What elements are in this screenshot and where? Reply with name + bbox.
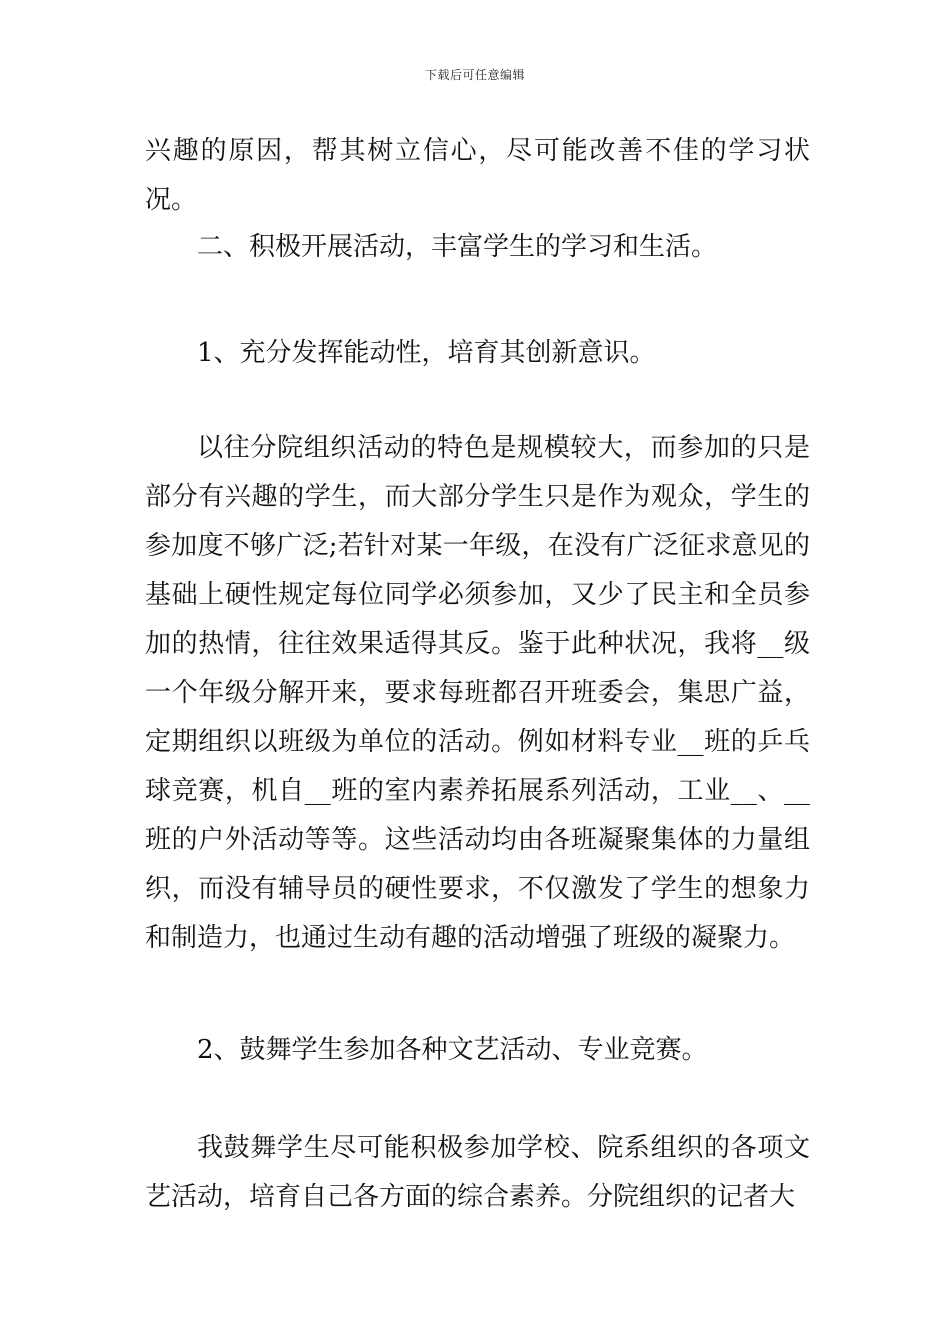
subheading-2: 2、鼓舞学生参加各种文艺活动、专业竞赛。 [197, 1035, 708, 1065]
paragraph-encourage: 我鼓舞学生尽可能积极参加学校、院系组织的各项文艺活动，培育自己各方面的综合素养。分院组织的记者大 [145, 1133, 810, 1212]
section-heading-2: 二、积极开展活动，丰富学生的学习和生活。 [197, 232, 718, 262]
download-note: 下载后可任意编辑 [424, 68, 525, 82]
subheading-1: 1、充分发挥能动性，培育其创新意识。 [197, 338, 656, 368]
paragraph-continuation: 兴趣的原因，帮其树立信心，尽可能改善不佳的学习状况。 [145, 136, 810, 215]
paragraph-activities: 以往分院组织活动的特色是规模较大，而参加的只是部分有兴趣的学生，而大部分学生只是作为观众，学生的参加度不够广泛;若针对某一年级，在没有广泛征求意见的基础上硬性规定每位同学必须参加，又少了民主和全员参加的热情，往往效果适得其反。鉴于此种状况，我将__级一个年级分解开来，要求每班都召开班委会，集思广益，定期组织以班级为单位的活动。例如材料专业__班的乒乓球竞赛，机自__班的室内素养拓展系列活动，工业__、__班的户外活动等等。这些活动均由各班凝聚集体的力量组织，而没有辅导员的硬性要求，不仅激发了学生的想象力和制造力，也通过生动有趣的活动增强了班级的凝聚力。 [145, 433, 810, 953]
